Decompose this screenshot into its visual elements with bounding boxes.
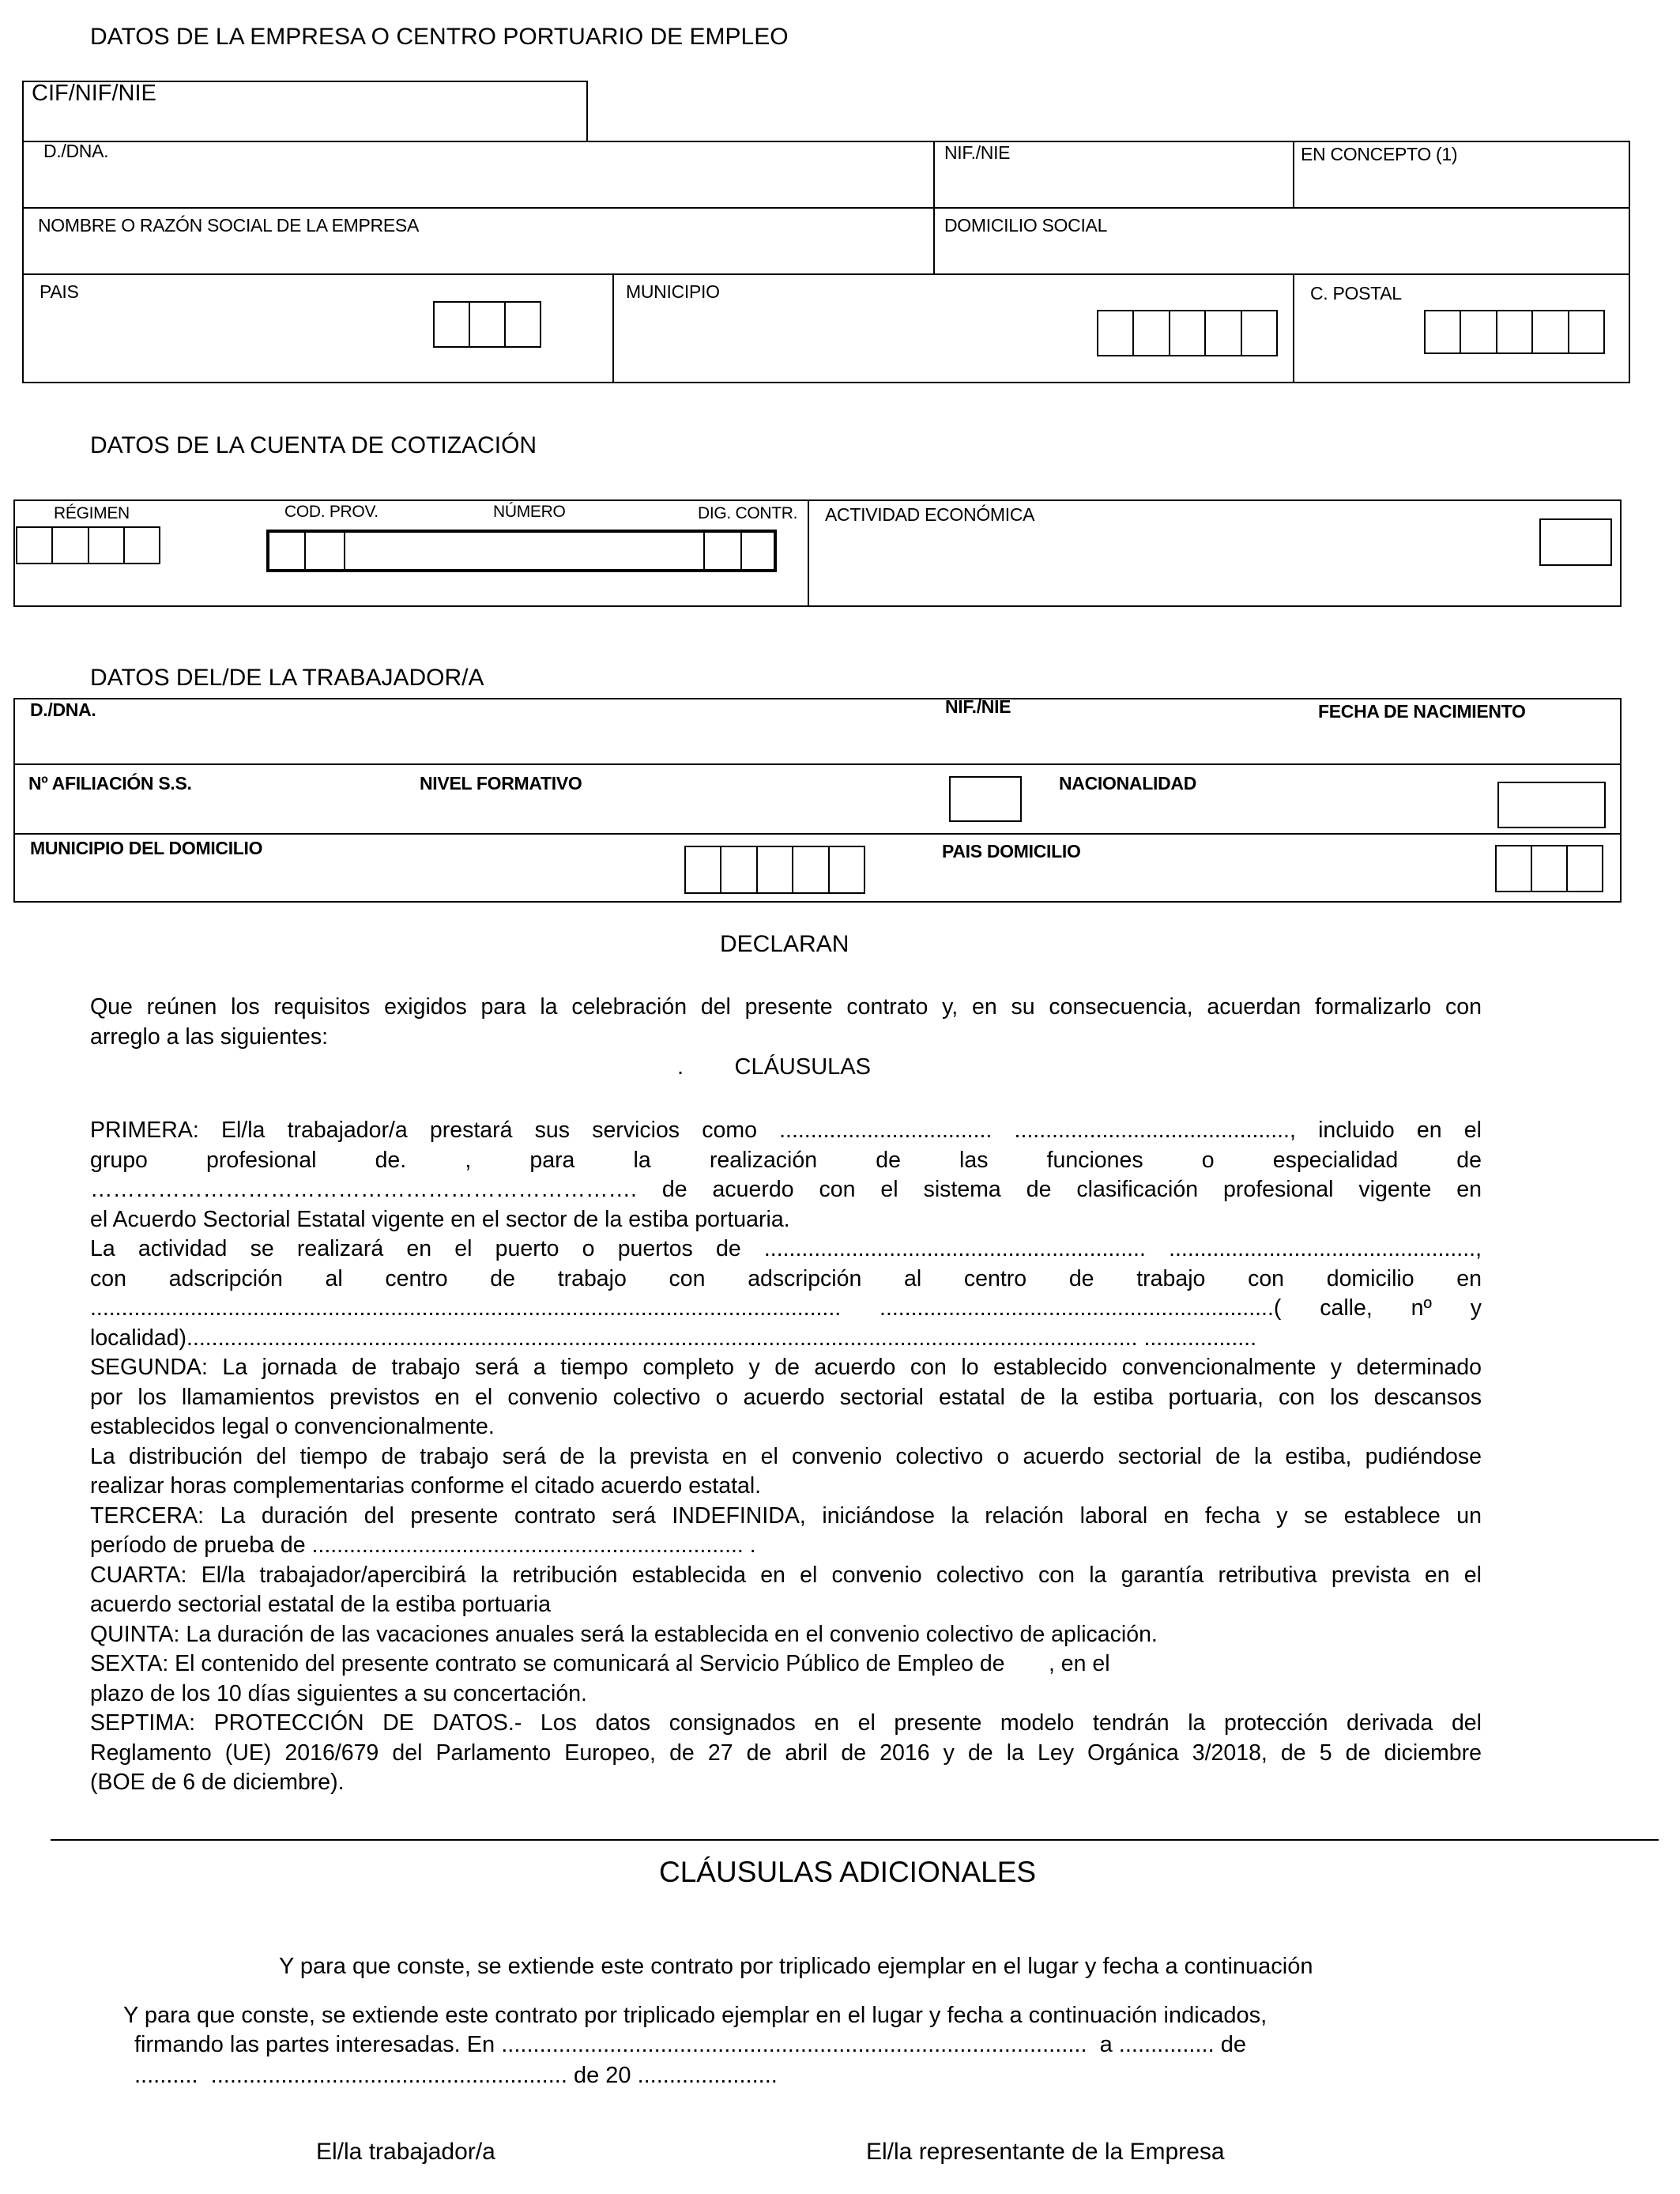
municipio-domicilio-cells[interactable] — [684, 846, 865, 894]
adicionales-title: CLÁUSULAS ADICIONALES — [659, 1856, 1037, 1888]
clausula-line: SEGUNDA: La jornada de trabajo será a tiempo completo y de acuerdo con lo establecido convencionalmente y determinado — [90, 1355, 1482, 1380]
clausula-line: período de prueba de ..................................................................... . — [90, 1532, 756, 1558]
regimen-label: RÉGIMEN — [54, 504, 130, 522]
clausula-line: realizar horas complementarias conforme el citado acuerdo estatal. — [90, 1473, 762, 1498]
clausula-line: por los llamamientos previstos en el convenio colectivo o acuerdo sectorial estatal de la estiba portuaria, con los descansos — [90, 1384, 1482, 1410]
clausula-line: acuerdo sectorial estatal de la estiba portuaria — [90, 1592, 552, 1617]
fecha-nacimiento-label: FECHA DE NACIMIENTO — [1318, 701, 1526, 722]
firma-empresa: El/la representante de la Empresa — [866, 2139, 1225, 2165]
intro-line: Que reúnen los requisitos exigidos para la celebración del presente contrato y, en su consecuencia, acuerdan formalizarlo con — [90, 994, 1482, 1020]
clausula-line: TERCERA: La duración del presente contrato será INDEFINIDA, iniciándose la relación laboral en fecha y se establece un — [90, 1502, 1482, 1529]
pais-domicilio-cells[interactable] — [1495, 845, 1603, 892]
clausula-line: (BOE de 6 de diciembre). — [90, 1770, 345, 1795]
actividad-label: ACTIVIDAD ECONÓMICA — [825, 504, 1035, 525]
numero-label: NÚMERO — [493, 503, 566, 521]
clausula-line: localidad)........................................................................................................................................................ .................. — [90, 1325, 1257, 1351]
conste-line-2: Y para que conste, se extiende este contrato por triplicado ejemplar en el lugar y fecha a continuación indicados, — [123, 2003, 1268, 2028]
cif-label: CIF/NIF/NIE — [32, 81, 156, 106]
clausula-line: SEPTIMA: PROTECCIÓN DE DATOS.- Los datos consignados en el presente modelo tendrán la protección derivada del — [90, 1710, 1482, 1736]
pais-domicilio-label: PAIS DOMICILIO — [942, 841, 1081, 861]
clausulas-title: . CLÁUSULAS — [677, 1054, 871, 1080]
nivel-formativo-cell[interactable] — [949, 776, 1022, 822]
cod-prov-label: COD. PROV. — [284, 503, 379, 521]
trabajador-d-dna-label: D./DNA. — [30, 699, 96, 720]
cpostal-label: C. POSTAL — [1310, 283, 1402, 303]
pais-code-cells[interactable] — [433, 301, 541, 348]
empresa-heading: DATOS DE LA EMPRESA O CENTRO PORTUARIO DE EMPLEO — [90, 24, 789, 50]
firma-trabajador: El/la trabajador/a — [316, 2139, 495, 2165]
clausula-line: grupo profesional de. , para la realización de las funciones o especialidad de — [90, 1147, 1482, 1173]
nombre-empresa-label: NOMBRE O RAZÓN SOCIAL DE LA EMPRESA — [38, 215, 419, 236]
dig-contr-label: DIG. CONTR. — [698, 504, 798, 522]
empresa-nif-label: NIF./NIE — [944, 142, 1011, 163]
clausula-line: SEXTA: El contenido del presente contrato se comunicará al Servicio Público de Empleo de , en el — [90, 1651, 1110, 1676]
nacionalidad-cell[interactable] — [1497, 782, 1606, 828]
empresa-d-dna-label: D./DNA. — [43, 141, 109, 161]
clausula-line: el Acuerdo Sectorial Estatal vigente en el sector de la estiba portuaria. — [90, 1206, 790, 1232]
trabajador-nif-label: NIF./NIE — [945, 696, 1011, 717]
clausula-line: con adscripción al centro de trabajo con adscripción al centro de trabajo con domicilio en — [90, 1265, 1482, 1291]
conste-line-3: firmando las partes interesadas. En ............................................................................................ a ............... de — [134, 2032, 1246, 2057]
pais-label: PAIS — [40, 281, 79, 302]
municipio-domicilio-label: MUNICIPIO DEL DOMICILIO — [30, 838, 263, 858]
ccc-number-field[interactable] — [266, 530, 777, 572]
clausula-line: CUARTA: El/la trabajador/apercibirá la retribución establecida en el convenio colectivo con la garantía retributiva prevista en el — [90, 1562, 1482, 1588]
clausula-line: ........................................................................................................................ ...............................................................( calle, nº y — [90, 1295, 1482, 1321]
regimen-cells[interactable] — [16, 526, 160, 564]
empresa-table — [22, 141, 1630, 383]
intro-paragraph — [90, 993, 1482, 1052]
clausula-line: establecidos legal o convencionalmente. — [90, 1414, 495, 1439]
intro-line: arreglo a las siguientes: — [90, 1023, 329, 1050]
cuenta-heading: DATOS DE LA CUENTA DE COTIZACIÓN — [90, 432, 537, 458]
cpostal-cells[interactable] — [1424, 310, 1605, 354]
en-concepto-label: EN CONCEPTO (1) — [1301, 144, 1458, 164]
municipio-label: MUNICIPIO — [626, 281, 720, 302]
cuenta-table — [13, 499, 1622, 607]
declaran-heading: DECLARAN — [720, 931, 849, 957]
conste-line-1: Y para que conste, se extiende este contrato por triplicado ejemplar en el lugar y fecha a continuación — [279, 1954, 1313, 1979]
divider — [51, 1839, 1659, 1841]
nivel-formativo-label: NIVEL FORMATIVO — [420, 773, 582, 794]
clausulas-body — [90, 1116, 1482, 1798]
conste-line-4: .......... ........................................................ de 20 ...................... — [134, 2063, 778, 2088]
clausula-line: La actividad se realizará en el puerto o puertos de ............................................................. ................................................., — [90, 1236, 1482, 1261]
clausula-line: QUINTA: La duración de las vacaciones anuales será la establecida en el convenio colectivo de aplicación. — [90, 1621, 1158, 1647]
nacionalidad-label: NACIONALIDAD — [1059, 773, 1196, 794]
clausula-line: plazo de los 10 días siguientes a su concertación. — [90, 1680, 587, 1706]
trabajador-heading: DATOS DEL/DE LA TRABAJADOR/A — [90, 665, 484, 691]
actividad-code-cell[interactable] — [1539, 518, 1612, 566]
clausula-line: Reglamento (UE) 2016/679 del Parlamento Europeo, de 27 de abril de 2016 y de la Ley Orgánica 3/2018, de 5 de diciembre — [90, 1740, 1482, 1766]
clausula-line: ………………………………………………………………. de acuerdo con el sistema de clasificación profesional vigente en — [90, 1177, 1482, 1202]
clausula-line: La distribución del tiempo de trabajo será de la prevista en el convenio colectivo o acuerdo sectorial de la estiba, pudiéndose — [90, 1443, 1482, 1469]
afiliacion-label: Nº AFILIACIÓN S.S. — [28, 773, 192, 794]
domicilio-social-label: DOMICILIO SOCIAL — [944, 215, 1108, 236]
clausula-line: PRIMERA: El/la trabajador/a prestará sus servicios como .................................. ............................................, incluido en el — [90, 1118, 1482, 1143]
municipio-code-cells[interactable] — [1097, 310, 1278, 356]
